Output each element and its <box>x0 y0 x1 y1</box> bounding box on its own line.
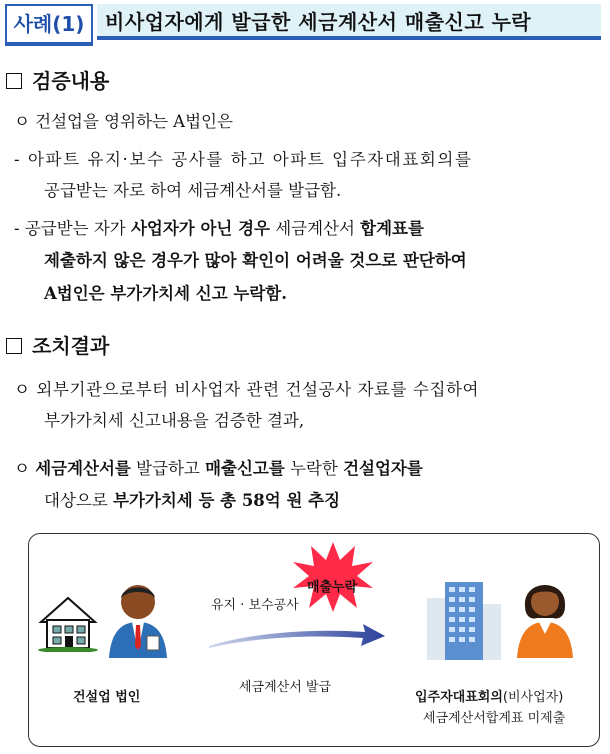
section-verification-title: 검증내용 <box>6 65 109 94</box>
businessman-icon <box>105 580 171 658</box>
flow-diagram <box>28 533 600 747</box>
section1-dash2-line2: 제출하지 않은 경우가 많아 확인이 어려울 것으로 판단하여 <box>44 251 467 270</box>
apartment-building-icon <box>425 578 503 662</box>
section2-bullet1-line1: ㅇ 외부기관으로부터 비사업자 관련 건설공사 자료를 수집하여 <box>14 380 480 399</box>
section1-bullet: ㅇ 건설업을 영위하는 A법인은 <box>14 112 233 131</box>
case-tag: 사례(1) <box>5 4 93 46</box>
right-sub-label: 세금계산서합계표 미제출 <box>423 711 566 726</box>
section2-bullet2-line1: ㅇ 세금계산서를 발급하고 매출신고를 누락한 건설업자를 <box>14 459 423 478</box>
flow-arrow-icon <box>207 620 387 652</box>
page-header <box>5 4 603 44</box>
section2-bullet2-line2: 대상으로 부가가치세 등 총 58억 원 추징 <box>44 491 341 510</box>
section1-dash1-line2: 공급받는 자로 하여 세금계산서를 발급함. <box>44 181 342 200</box>
arrow-bottom-label: 세금계산서 발급 <box>239 680 332 695</box>
resident-icon <box>513 572 577 658</box>
square-bullet-icon <box>6 73 22 89</box>
section1-dash1-line1: - 아파트 유지·보수 공사를 하고 아파트 입주자대표회의를 <box>14 150 473 169</box>
house-icon <box>37 594 99 652</box>
right-label: 입주자대표회의(비사업자) <box>415 690 564 705</box>
arrow-top-label: 유지 · 보수공사 <box>211 598 299 613</box>
section1-dash2-line3: A법인은 부가가치세 신고 누락함. <box>44 284 287 303</box>
section2-bullet1-line2: 부가가치세 신고내용을 검증한 결과, <box>44 411 305 430</box>
burst-label: 매출누락 <box>307 580 358 595</box>
page-title: 비사업자에게 발급한 세금계산서 매출신고 누락 <box>97 4 601 40</box>
left-label: 건설업 법인 <box>73 690 141 705</box>
square-bullet-icon <box>6 338 22 354</box>
section-result-title: 조치결과 <box>6 330 109 359</box>
section1-dash2-line1: - 공급받는 자가 사업자가 아닌 경우 세금계산서 합계표를 <box>14 219 424 238</box>
